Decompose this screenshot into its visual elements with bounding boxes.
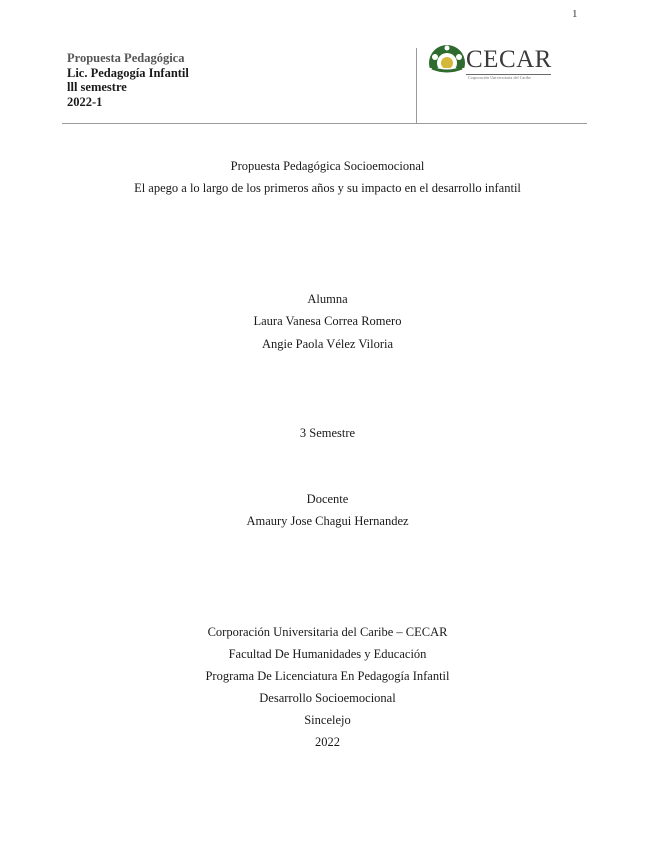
- teacher-label: Docente: [306, 492, 349, 506]
- page-number: 1: [572, 8, 578, 20]
- cecar-logo: [428, 44, 558, 82]
- student-name: Laura Vanesa Correa Romero: [253, 314, 402, 328]
- students-label: Alumna: [307, 292, 348, 306]
- header-program: Lic. Pedagogía Infantil: [67, 65, 189, 80]
- document-subtitle: El apego a lo largo de los primeros años y su impacto en el desarrollo infantil: [134, 181, 521, 195]
- student-name: Angie Paola Vélez Viloria: [261, 337, 394, 351]
- institution-name: Corporación Universitaria del Caribe – CECAR: [207, 625, 448, 639]
- year-text: 2022: [315, 735, 340, 749]
- header-semester: lll semestre: [67, 80, 127, 94]
- cecar-emblem-icon: [428, 44, 466, 82]
- city-name: Sincelejo: [304, 713, 351, 727]
- semester-text: 3 Semestre: [299, 426, 356, 440]
- teacher-name: Amaury Jose Chagui Hernandez: [246, 514, 409, 528]
- header-title: Propuesta Pedagógica: [67, 51, 185, 65]
- faculty-name: Facultad De Humanidades y Educación: [228, 647, 427, 661]
- course-name: Desarrollo Socioemocional: [259, 691, 396, 705]
- running-header: [67, 51, 189, 109]
- document-title: Propuesta Pedagógica Socioemocional: [230, 159, 425, 173]
- header-vertical-divider: [416, 48, 417, 124]
- header-horizontal-divider: [62, 123, 587, 124]
- program-name: Programa De Licenciatura En Pedagogía Infantil: [205, 669, 450, 683]
- header-period: 2022-1: [67, 94, 103, 109]
- logo-wordmark: CECAR: [466, 46, 552, 73]
- logo-tagline: Corporación Universitaria del Caribe: [468, 75, 532, 80]
